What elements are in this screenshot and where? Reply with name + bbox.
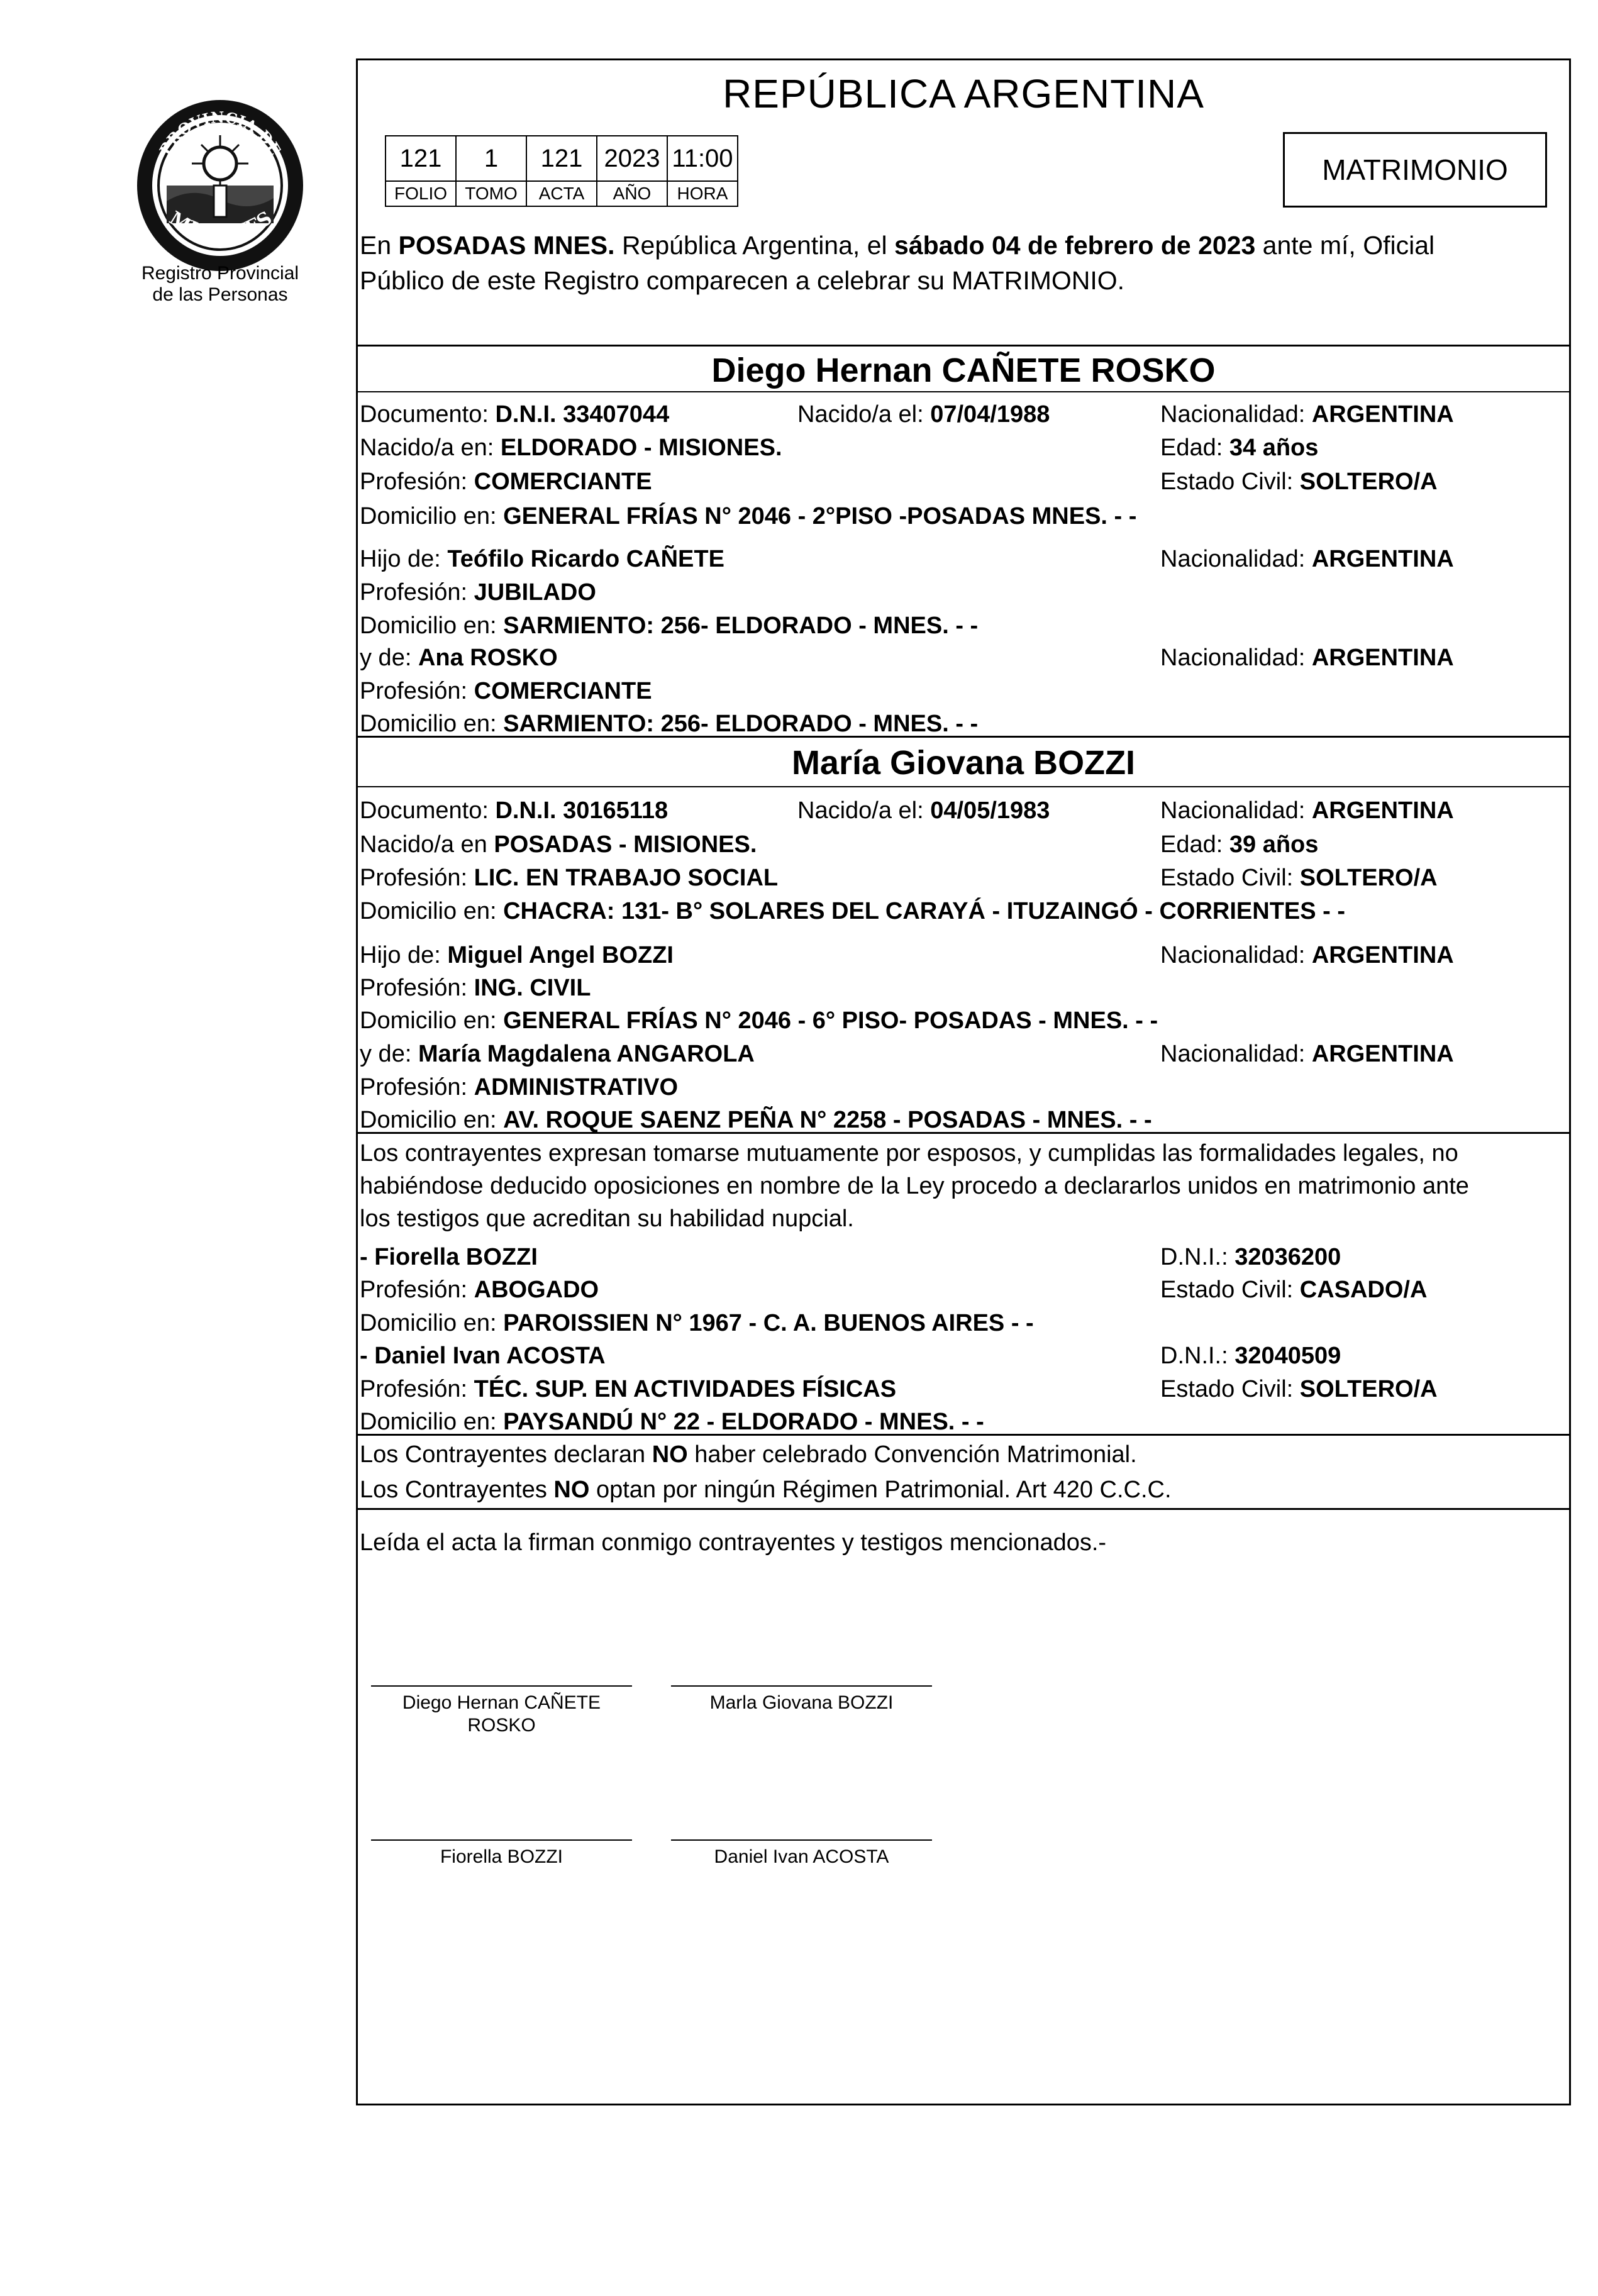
agreement-regime: Los Contrayentes NO optan por ningún Régimen Patrimonial. Art 420 C.C.C. xyxy=(360,1477,1172,1503)
signature-line xyxy=(671,1839,932,1841)
witness2-civil-status: Estado Civil: SOLTERO/A xyxy=(1160,1376,1438,1402)
witness2-profession: Profesión: TÉC. SUP. EN ACTIVIDADES FÍSICAS xyxy=(360,1376,897,1402)
spouse2-birthdate: Nacido/a el: 04/05/1983 xyxy=(797,797,1050,824)
anio-label: AÑO xyxy=(597,181,667,206)
spouse2-mother: y de: María Magdalena ANGAROLA xyxy=(360,1041,755,1067)
registry-caption xyxy=(107,263,333,306)
spouse1-mother-profession: Profesión: COMERCIANTE xyxy=(360,678,652,704)
spouse1-age: Edad: 34 años xyxy=(1160,435,1319,461)
intro-line2: Público de este Registro comparecen a celebrar su MATRIMONIO. xyxy=(360,266,1125,295)
spouse2-father-address: Domicilio en: GENERAL FRÍAS N° 2046 - 6° PISO- POSADAS - MNES. - - xyxy=(360,1007,1158,1034)
spouse1-birthdate: Nacido/a el: 07/04/1988 xyxy=(797,401,1050,428)
witness1-civil-status: Estado Civil: CASADO/A xyxy=(1160,1277,1428,1303)
spouse2-civil-status: Estado Civil: SOLTERO/A xyxy=(1160,865,1438,891)
spouse1-civil-status: Estado Civil: SOLTERO/A xyxy=(1160,469,1438,495)
spouse2-father: Hijo de: Miguel Angel BOZZI xyxy=(360,942,674,968)
spouse1-mother-address: Domicilio en: SARMIENTO: 256- ELDORADO - MNES. - - xyxy=(360,711,979,737)
hora-value: 11:00 xyxy=(667,136,738,181)
witness2-address: Domicilio en: PAYSANDÚ N° 22 - ELDORADO - MNES. - - xyxy=(360,1409,984,1435)
spouse1-mother: y de: Ana ROSKO xyxy=(360,645,558,671)
spouse2-name: María Giovana BOZZI xyxy=(791,744,1136,782)
spouse2-profession: Profesión: LIC. EN TRABAJO SOCIAL xyxy=(360,865,779,891)
witness1-address: Domicilio en: PAROISSIEN N° 1967 - C. A. BUENOS AIRES - - xyxy=(360,1310,1034,1336)
tomo-label: TOMO xyxy=(456,181,526,206)
anio-value: 2023 xyxy=(597,136,667,181)
spouse2-document: Documento: D.N.I. 30165118 xyxy=(360,797,669,824)
witness1-dni: D.N.I.: 32036200 xyxy=(1160,1244,1341,1270)
signature-spouse2: Marla Giovana BOZZI xyxy=(709,1692,894,1713)
svg-text:MISIONES: MISIONES xyxy=(165,207,277,247)
svg-text:PROVINCIA DE: PROVINCIA DE xyxy=(155,108,285,158)
intro-paragraph: En POSADAS MNES. República Argentina, el sábado 04 de febrero de 2023 ante mí, Oficial Público de este Registro comparecen a celebrar su MATRIMONIO. xyxy=(360,228,1571,298)
spouse2-mother-nationality: Nacionalidad: ARGENTINA xyxy=(1160,1041,1454,1067)
acta-label: ACTA xyxy=(526,181,597,206)
spouse1-profession: Profesión: COMERCIANTE xyxy=(360,469,652,495)
divider xyxy=(356,391,1571,392)
spouse2-age: Edad: 39 años xyxy=(1160,831,1319,858)
spouse1-nationality: Nacionalidad: ARGENTINA xyxy=(1160,401,1454,428)
folio-value: 121 xyxy=(386,136,456,181)
folio-label: FOLIO xyxy=(386,181,456,206)
spouse1-father: Hijo de: Teófilo Ricardo CAÑETE xyxy=(360,546,724,572)
divider xyxy=(356,786,1571,787)
record-number-table xyxy=(385,135,738,207)
divider xyxy=(356,1508,1571,1510)
signature-witness2: Daniel Ivan ACOSTA xyxy=(714,1846,889,1867)
signature-spouse1: Diego Hernan CAÑETE ROSKO xyxy=(402,1692,601,1736)
spouse2-mother-address: Domicilio en: AV. ROQUE SAENZ PEÑA N° 2258 - POSADAS - MNES. - - xyxy=(360,1107,1152,1133)
spouse2-address: Domicilio en: CHACRA: 131- B° SOLARES DEL CARAYÁ - ITUZAINGÓ - CORRIENTES - - xyxy=(360,898,1346,924)
closing-statement: Leída el acta la firman conmigo contrayentes y testigos mencionados.- xyxy=(360,1529,1107,1556)
declaration-paragraph: Los contrayentes expresan tomarse mutuamente por esposos, y cumplidas las formalidades legales, no habiéndose deducido oposiciones en nombre de la Ley procedo a declararlos unidos en matrimonio ante los testigos que acreditan su habilidad nupcial. xyxy=(360,1140,1469,1232)
agreement-convention: Los Contrayentes declaran NO haber celebrado Convención Matrimonial. xyxy=(360,1441,1137,1468)
witness1-profession: Profesión: ABOGADO xyxy=(360,1277,599,1303)
signature-line xyxy=(671,1685,932,1687)
spouse2-father-profession: Profesión: ING. CIVIL xyxy=(360,975,591,1001)
spouse1-address: Domicilio en: GENERAL FRÍAS N° 2046 - 2°PISO -POSADAS MNES. - - xyxy=(360,503,1137,530)
spouse2-birthplace: Nacido/a en POSADAS - MISIONES. xyxy=(360,831,757,858)
hora-label: HORA xyxy=(667,181,738,206)
spouse2-mother-profession: Profesión: ADMINISTRATIVO xyxy=(360,1074,679,1101)
spouse1-father-nationality: Nacionalidad: ARGENTINA xyxy=(1160,546,1454,572)
spouse1-document: Documento: D.N.I. 33407044 xyxy=(360,401,670,428)
intro-place: POSADAS MNES. xyxy=(398,231,615,260)
country-title: REPÚBLICA ARGENTINA xyxy=(723,71,1204,116)
registry-caption-line2: de las Personas xyxy=(152,284,288,305)
signature-line xyxy=(371,1685,632,1687)
signature-line xyxy=(371,1839,632,1841)
divider xyxy=(356,345,1571,347)
witness2-dni: D.N.I.: 32040509 xyxy=(1160,1343,1341,1369)
spouse1-father-profession: Profesión: JUBILADO xyxy=(360,579,596,606)
witness2-name: - Daniel Ivan ACOSTA xyxy=(360,1343,606,1369)
spouse1-mother-nationality: Nacionalidad: ARGENTINA xyxy=(1160,645,1454,671)
spouse2-nationality: Nacionalidad: ARGENTINA xyxy=(1160,797,1454,824)
intro-date: sábado 04 de febrero de 2023 xyxy=(894,231,1256,260)
registry-caption-line1: Registro Provincial xyxy=(141,263,299,284)
spouse2-father-nationality: Nacionalidad: ARGENTINA xyxy=(1160,942,1454,968)
signature-witness1: Fiorella BOZZI xyxy=(440,1846,563,1867)
spouse1-father-address: Domicilio en: SARMIENTO: 256- ELDORADO - MNES. - - xyxy=(360,613,979,639)
spouse1-birthplace: Nacido/a en: ELDORADO - MISIONES. xyxy=(360,435,782,461)
spouse1-name: Diego Hernan CAÑETE ROSKO xyxy=(711,352,1216,389)
tomo-value: 1 xyxy=(456,136,526,181)
witness1-name: - Fiorella BOZZI xyxy=(360,1244,538,1270)
acta-value: 121 xyxy=(526,136,597,181)
provincial-seal-logo xyxy=(129,91,311,274)
record-type-box: MATRIMONIO xyxy=(1283,132,1547,208)
